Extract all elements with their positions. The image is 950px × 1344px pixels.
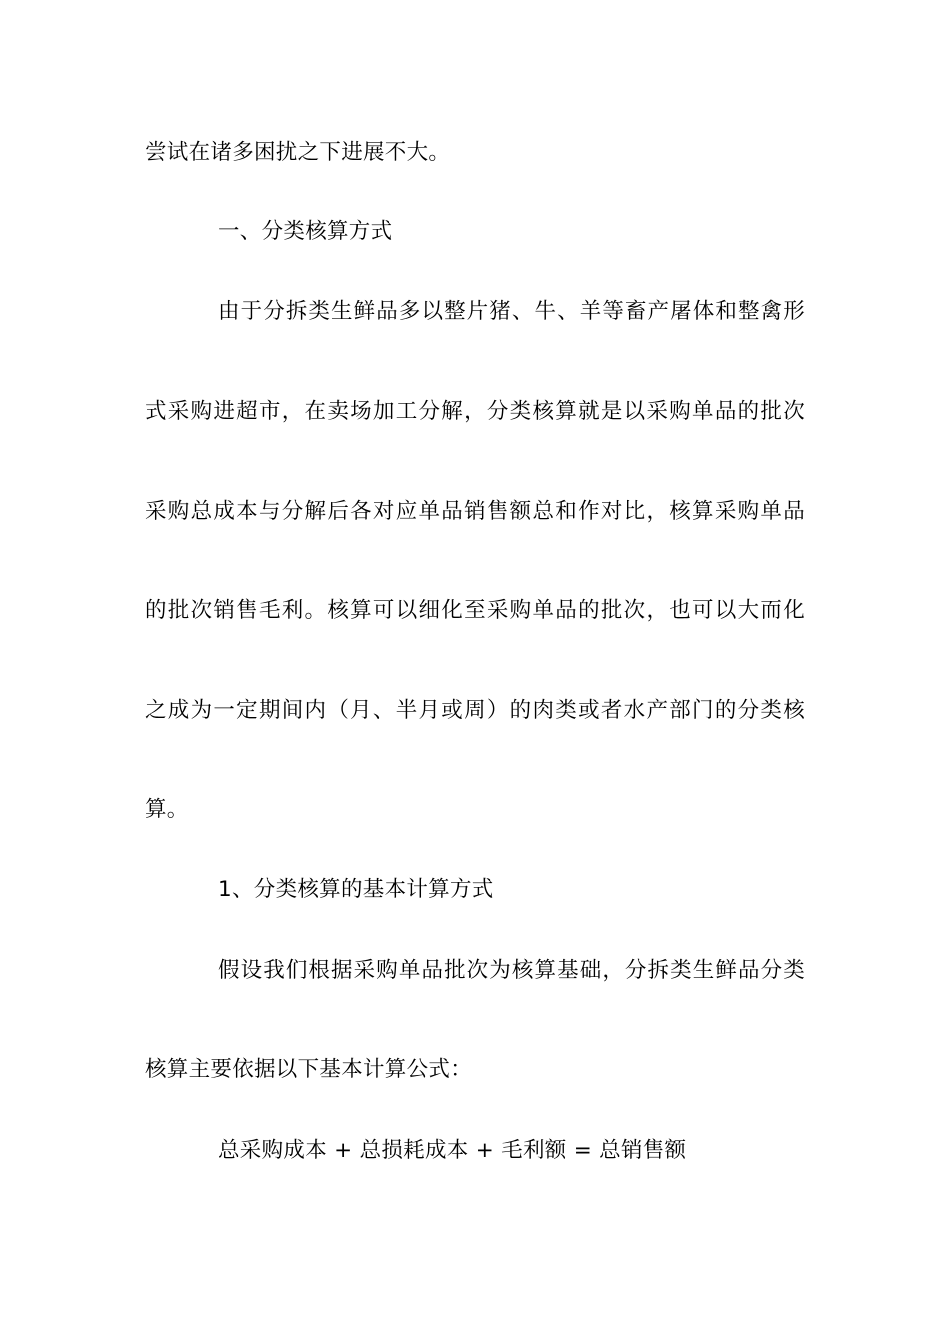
- paragraph-line: 之成为一定期间内（月、半月或周）的肉类或者水产部门的分类核: [145, 698, 805, 723]
- paragraph-line: 假设我们根据采购单品批次为核算基础，分拆类生鲜品分类: [218, 958, 805, 983]
- paragraph-line: 核算主要依据以下基本计算公式：: [145, 1057, 473, 1082]
- paragraph-line: 式采购进超市，在卖场加工分解，分类核算就是以采购单品的批次: [145, 399, 805, 424]
- section-heading: 一、分类核算方式: [218, 219, 393, 244]
- paragraph-line: 采购总成本与分解后各对应单品销售额总和作对比，核算采购单品: [145, 499, 805, 524]
- paragraph-line: 算。: [145, 797, 189, 822]
- formula-line: 总采购成本 + 总损耗成本 + 毛利额 = 总销售额: [218, 1138, 687, 1163]
- paragraph-line: 的批次销售毛利。核算可以细化至采购单品的批次，也可以大而化: [145, 598, 805, 623]
- paragraph-line: 尝试在诸多困扰之下进展不大。: [145, 140, 451, 165]
- subsection-heading: 1、分类核算的基本计算方式: [218, 877, 494, 902]
- paragraph-line: 由于分拆类生鲜品多以整片猪、牛、羊等畜产屠体和整禽形: [218, 299, 805, 324]
